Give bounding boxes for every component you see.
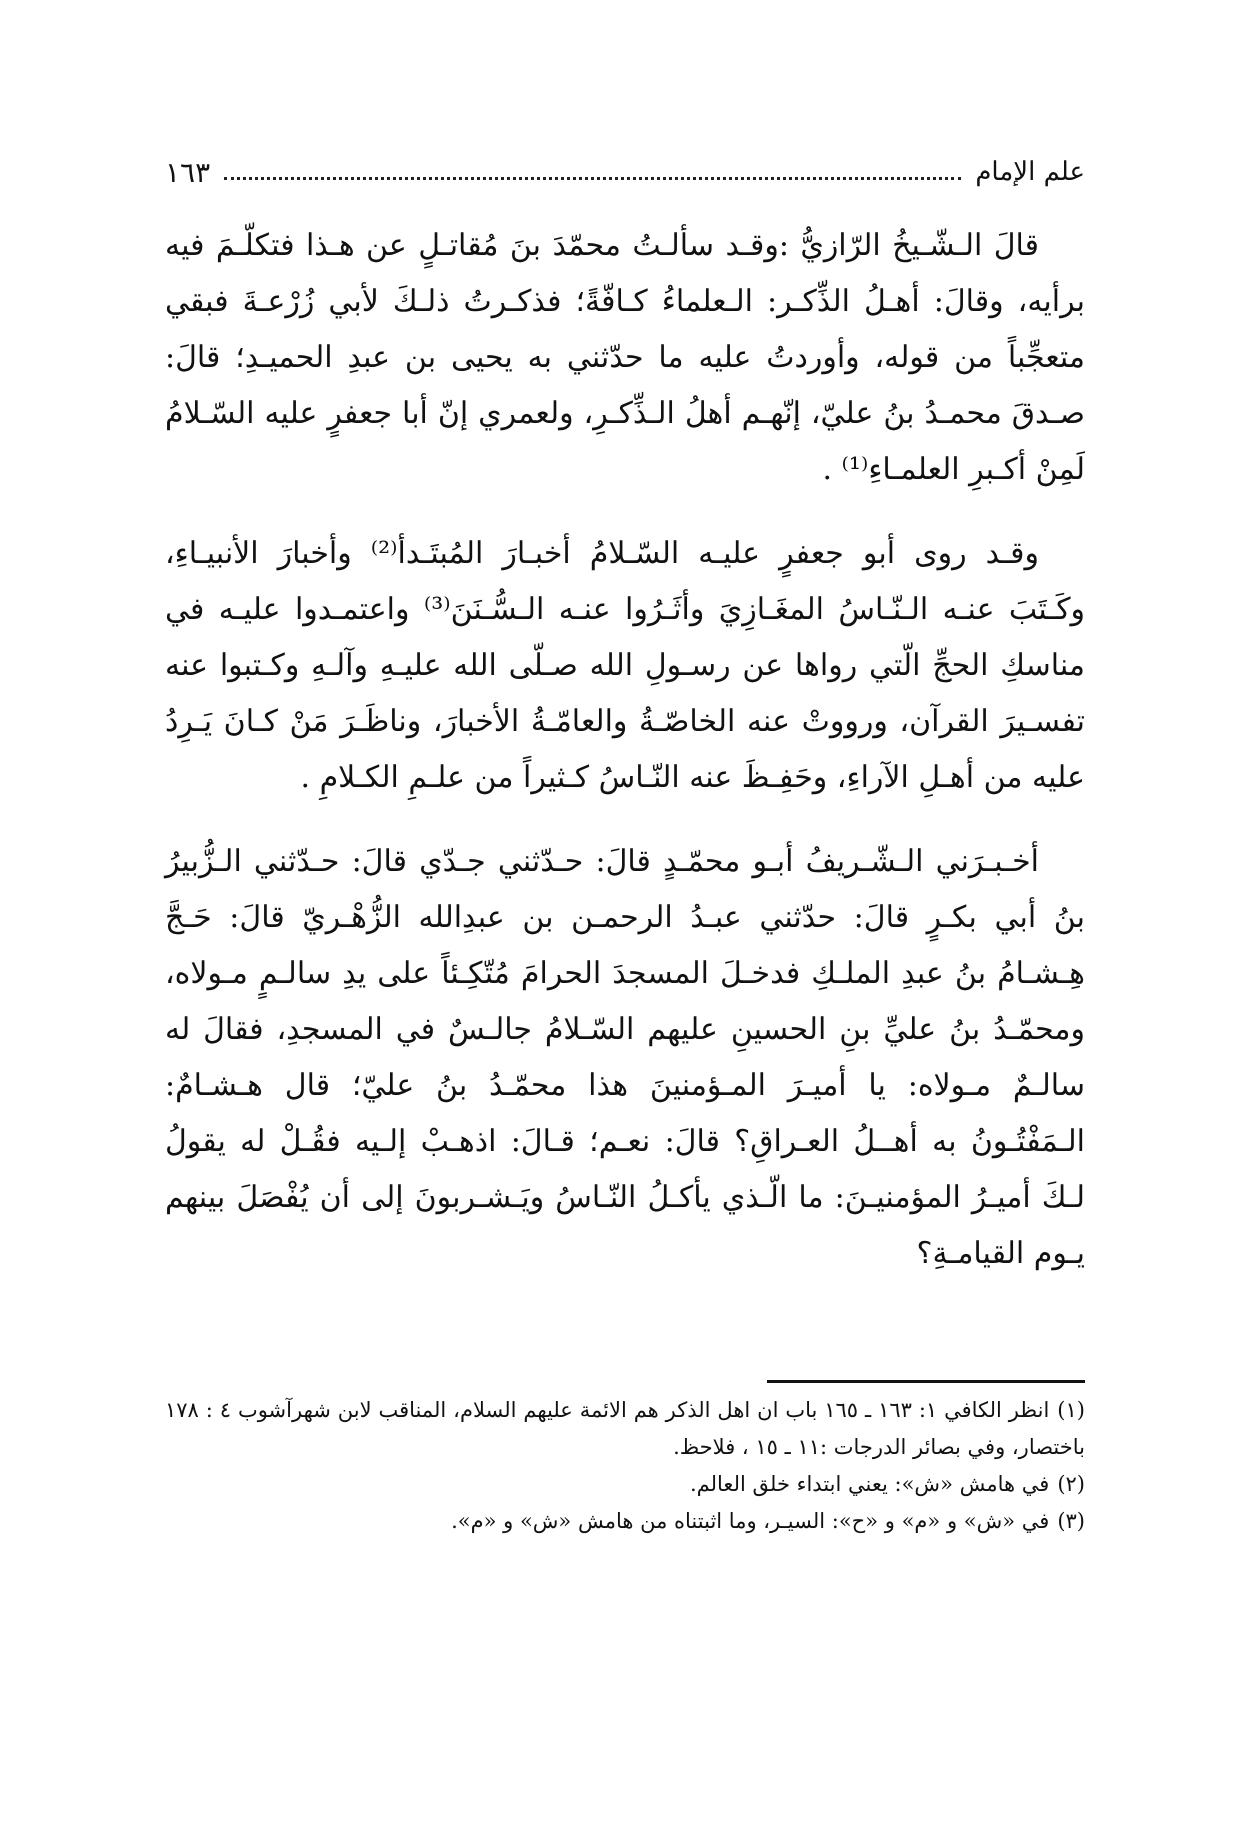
footnote-1 bbox=[165, 1392, 1085, 1466]
footnote-marker: (٣) bbox=[1057, 1509, 1085, 1533]
paragraph-1: قالَ الـشّـيخُ الرّازيُّ :وقـد سألـتُ محمّدَ بنَ مُقاتـلٍ عن هـذا فتكلّـمَ فيه برأيه، وقالَ: أهـلُ الذِّكـر: الـعلماءُ كـافّةً؛ فذكـرتُ ذلـكَ لأبي زُرْعـةَ فبقي متعجِّباً من قوله، وأوردتُ عليه ما حدّثني به يحيى بن عبدِ الحميـدِ؛ قالَ: صـدقَ محمـدُ بنُ عليّ، إنّهـم أهلُ الـذِّكـرِ، ولعمري إنّ أبا جعفرٍ عليه السّـلامُ لَمِنْ أكـبرِ العلمـاءِ⁽¹⁾ . bbox=[165, 228, 1085, 487]
footnote-text: في «ش» و «م» و «ح»: السيـر، وما اثبتناه من هامش «ش» و «م». bbox=[451, 1509, 1050, 1533]
page-number: ١٦٣ bbox=[165, 155, 211, 189]
paragraph-2: وقـد روى أبو جعفرٍ عليـه السّـلامُ أخبـارَ المُبتَـدأ⁽²⁾ وأخبارَ الأنبيـاءِ، وكَـتَبَ عنـه الـنّـاسُ المغَـازِيَ وأثَـرُوا عنـه الـسُّـنَنَ⁽³⁾ واعتمـدوا عليـه في مناسكِ الحجِّ الّتي رواها عن رسـولِ الله صـلّى الله عليـهِ وآلـهِ وكـتبوا عنه تفسـيرَ القرآن، ورووتْ عنه الخاصّـةُ والعامّـةُ الأخبارَ، وناظَـرَ مَنْ كـانَ يَـرِدُ عليه من أهـلِ الآراءِ، وحَفِـظَ عنه النّـاسُ كـثيراً من علـمِ الكـلامِ . bbox=[165, 536, 1085, 795]
footnote-3 bbox=[165, 1503, 1085, 1540]
running-title: علم الإمام bbox=[975, 157, 1085, 187]
footnote-marker: (١) bbox=[1057, 1398, 1085, 1422]
paragraph-3: أخـبـرَني الـشّـريفُ أبـو محمّـدٍ قالَ: حـدّثني جـدّي قالَ: حـدّثني الـزُّبيرُ بنُ أبي بكـرٍ قالَ: حدّثني عبـدُ الرحمـن بن عبدِالله الزُّهْـريّ قالَ: حَـجَّ هِـشـامُ بنُ عبدِ الملـكِ فدخـلَ المسجدَ الحرامَ مُتّكِـئاً على يدِ سالـمٍ مـولاه، ومحمّـدُ بنُ عليِّ بنِ الحسينِ عليهم السّـلامُ جالـسٌ في المسجدِ، فقالَ له سالـمٌ مـولاه: يا أميـرَ المـؤمنينَ هذا محمّـدُ بنُ عليّ؛ قال هـشـامٌ: الـمَفْتُـونُ به أهــلُ العـراقِ؟ قالَ: نعـم؛ قـالَ: اذهـبْ إلـيه فقُـلْ له يقولُ لـكَ أميـرُ المؤمنيـنَ: ما الّـذي يأكـلُ النّـاسُ ويَـشـربونَ إلى أن يُفْصَلَ بينهم يـوم القيامـةِ؟ bbox=[165, 844, 1085, 1271]
footnotes bbox=[165, 1392, 1085, 1540]
footnote-marker: (٢) bbox=[1057, 1472, 1085, 1496]
page-header bbox=[165, 152, 1085, 192]
footnote-2 bbox=[165, 1466, 1085, 1503]
header-leader-dots bbox=[224, 177, 961, 180]
footnote-separator bbox=[767, 1380, 1085, 1383]
footnote-text: في هامش «ش»: يعني ابتداء خلق العالم. bbox=[689, 1472, 1050, 1496]
footnote-text: انظر الكافي ١: ١٦٣ ـ ١٦٥ باب ان اهل الذكر هم الائمة عليهم السلام، المناقب لابن شهرآشوب ٤ : ١٧٨ باختصار، وفي بصائر الدرجات :١١ ـ ١٥ ، فلاحظ. bbox=[165, 1398, 1085, 1459]
main-text bbox=[165, 218, 1085, 1282]
